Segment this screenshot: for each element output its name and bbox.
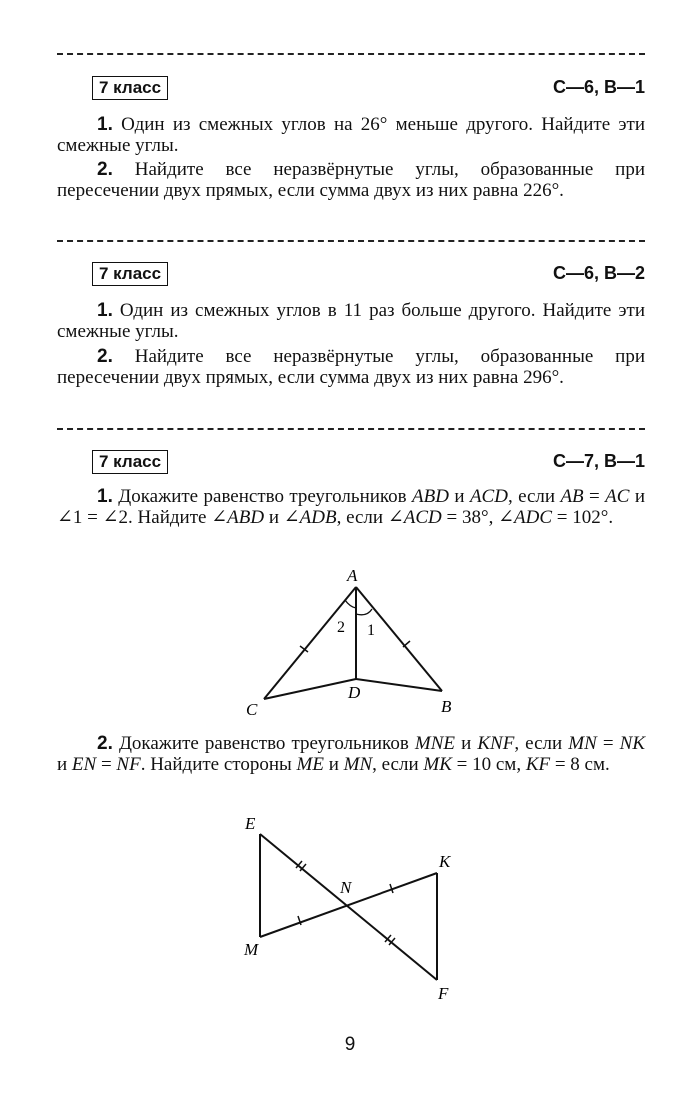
point-label-c: C <box>246 700 258 719</box>
text-run: и <box>323 754 344 775</box>
task-2 <box>57 733 645 775</box>
grade-box: 7 класс <box>92 262 168 286</box>
math-var: ME <box>296 754 324 775</box>
math-var: MNE <box>414 733 455 754</box>
segment-ab <box>356 587 442 691</box>
text-run: = 38°, ∠ <box>441 507 514 528</box>
segment-db <box>356 679 442 691</box>
text-run: и ∠1 = ∠2. Найдите ∠ <box>57 486 646 528</box>
text-run: и <box>57 754 72 775</box>
task-number: 2. <box>97 159 113 180</box>
math-var: ADC <box>514 507 552 528</box>
section-header <box>92 262 645 288</box>
text-run: Докажите равенство треугольников <box>118 733 415 754</box>
task-text: Найдите все неразвёрнутые углы, образованные при пересечении двух прямых, если сумма двух из них равна 226°. <box>57 159 645 201</box>
task-number: 2. <box>97 346 113 367</box>
text-run: = 10 см, <box>451 754 526 775</box>
page-number: 9 <box>344 1034 356 1055</box>
math-var: EN <box>71 754 97 775</box>
text-run: , если <box>507 486 561 507</box>
text-run: Докажите равенство треугольников <box>118 486 413 507</box>
text-run: = <box>596 733 620 754</box>
task-number: 1. <box>97 486 113 507</box>
variant-label: С—6, В—1 <box>552 77 645 97</box>
math-var: KNF <box>477 733 515 754</box>
text-run: . Найдите стороны <box>140 754 297 775</box>
math-var: NF <box>116 754 141 775</box>
section-header <box>92 450 645 476</box>
text-run: , если <box>514 733 569 754</box>
figure-triangles-mne-knf <box>230 812 470 1002</box>
angle-label-1: 1 <box>367 622 375 639</box>
angle-label-2: 2 <box>337 619 345 636</box>
point-label-a: A <box>347 566 358 585</box>
point-label-e: E <box>245 814 256 833</box>
task-text: Найдите все неразвёрнутые углы, образованные при пересечении двух прямых, если сумма двух из них равна 296°. <box>57 346 645 388</box>
math-var: ACD <box>469 486 508 507</box>
section-separator <box>57 240 645 242</box>
text-run: и <box>448 486 470 507</box>
point-label-d: D <box>348 683 361 702</box>
text-run: = 8 см. <box>550 754 610 775</box>
section-separator <box>57 53 645 55</box>
math-var: MN <box>568 733 597 754</box>
segment-ef <box>260 834 437 980</box>
point-label-k: K <box>439 852 451 871</box>
math-var: ACD <box>403 507 442 528</box>
math-var: AC <box>605 486 630 507</box>
figure-triangles-abd-acd <box>230 565 480 725</box>
task-text: Один из смежных углов в 11 раз больше другого. Найдите эти смежные углы. <box>57 300 645 342</box>
math-var: MK <box>423 754 452 775</box>
task-2 <box>57 159 645 201</box>
task-number: 1. <box>97 300 113 321</box>
task-2 <box>57 346 645 388</box>
math-var: KF <box>525 754 551 775</box>
point-label-f: F <box>438 984 449 1002</box>
angle-arc-1 <box>356 609 372 615</box>
grade-box: 7 класс <box>92 76 168 100</box>
math-var: ABD <box>227 507 265 528</box>
text-run: и ∠ <box>264 507 300 528</box>
point-label-n: N <box>340 878 352 897</box>
variant-label: С—6, В—2 <box>552 263 645 283</box>
math-var: ABD <box>412 486 449 507</box>
variant-label: С—7, В—1 <box>552 451 645 471</box>
task-1 <box>57 114 645 156</box>
text-run: и <box>455 733 478 754</box>
section-header <box>92 76 645 102</box>
task-1 <box>57 486 645 528</box>
text-run: = <box>96 754 117 775</box>
text-run: = 102°. <box>552 507 614 528</box>
task-number: 2. <box>97 733 113 754</box>
math-var: ADB <box>299 507 337 528</box>
task-1 <box>57 300 645 342</box>
task-number: 1. <box>97 114 113 135</box>
text-run: , если <box>372 754 424 775</box>
text-run: , если ∠ <box>336 507 404 528</box>
task-text: Один из смежных углов на 26° меньше другого. Найдите эти смежные углы. <box>57 114 646 156</box>
grade-box: 7 класс <box>92 450 168 474</box>
angle-arc-2 <box>345 600 356 608</box>
text-run: = <box>583 486 606 507</box>
point-label-m: M <box>244 940 259 959</box>
math-var: AB <box>560 486 584 507</box>
math-var: MN <box>343 754 373 775</box>
point-label-b: B <box>441 697 452 716</box>
section-separator <box>57 428 645 430</box>
math-var: NK <box>619 733 646 754</box>
